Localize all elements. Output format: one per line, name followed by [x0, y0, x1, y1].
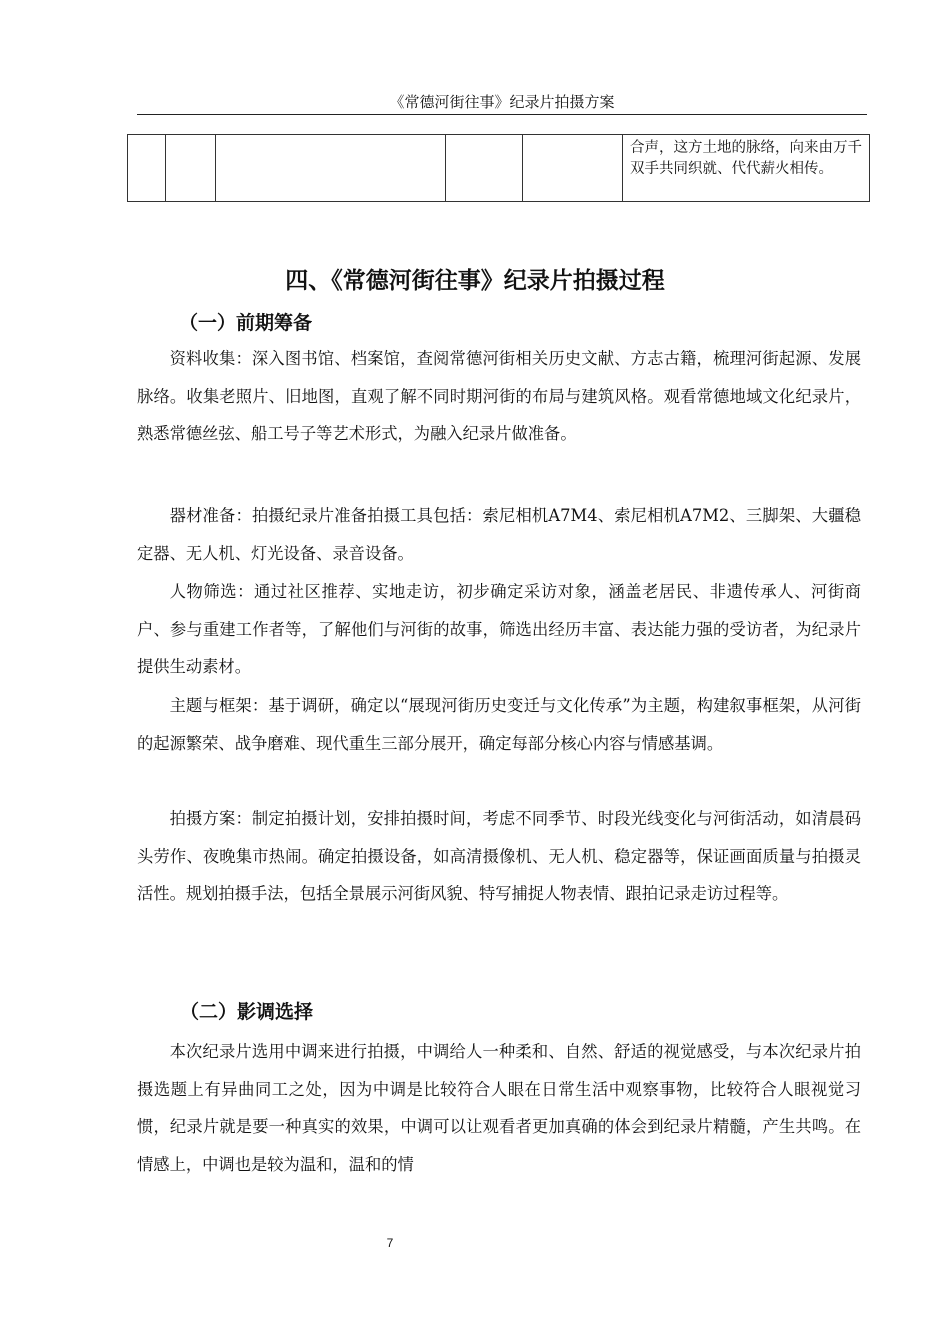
section-title: 四、《常德河街往事》纪录片拍摄过程 — [285, 268, 665, 294]
header-rule — [137, 114, 867, 115]
table-row — [128, 135, 870, 202]
paragraph-data-collection: 资料收集：深入图书馆、档案馆，查阅常德河街相关历史文献、方志古籍，梳理河街起源、发展脉络。收集老照片、旧地图，直观了解不同时期河街的布局与建筑风格。观看常德地域文化纪录片，熟悉常德丝弦、船工号子等艺术形式，为融入纪录片做准备。 — [137, 349, 861, 444]
paragraph-shooting-plan: 拍摄方案：制定拍摄计划，安排拍摄时间，考虑不同季节、时段光线变化与河街活动，如清晨码头劳作、夜晚集市热闹。确定拍摄设备，如高清摄像机、无人机、稳定器等，保证画面质量与拍摄灵活性。规划拍摄手法，包括全景展示河街风貌、特写捕捉人物表情、跟拍记录走访过程等。 — [137, 809, 861, 904]
paragraph-people-selection: 人物筛选：通过社区推荐、实地走访，初步确定采访对象，涵盖老居民、非遗传承人、河街商户、参与重建工作者等，了解他们与河街的故事，筛选出经历丰富、表达能力强的受访者，为纪录片提供生动素材。 — [137, 582, 861, 677]
table-cell-text: 合声，这方土地的脉络，向来由万千双手共同织就、代代薪火相传。 — [623, 135, 870, 202]
table-cell-empty — [128, 135, 166, 202]
paragraph-equipment: 器材准备：拍摄纪录片准备拍摄工具包括：索尼相机A7M4、索尼相机A7M2、三脚架、大疆稳定器、无人机、灯光设备、录音设备。 — [137, 506, 861, 563]
table-cell-empty — [446, 135, 523, 202]
page-number: 7 — [386, 1236, 394, 1250]
continued-table — [127, 134, 870, 202]
paragraph-tone-choice: 本次纪录片选用中调来进行拍摄，中调给人一种柔和、自然、舒适的视觉感受，与本次纪录片拍摄选题上有异曲同工之处，因为中调是比较符合人眼在日常生活中观察事物，比较符合人眼视觉习惯，纪录片就是要一种真实的效果，中调可以让观看者更加真确的体会到纪录片精髓，产生共鸣。在情感上，中调也是较为温和，温和的情 — [137, 1042, 861, 1175]
table-cell-empty — [523, 135, 623, 202]
subsection-title-preparation: （一）前期筹备 — [179, 312, 313, 334]
paragraph-theme-framework: 主题与框架：基于调研，确定以“展现河街历史变迁与文化传承”为主题，构建叙事框架，从河街的起源繁荣、战争磨难、现代重生三部分展开，确定每部分核心内容与情感基调。 — [137, 696, 861, 753]
table-cell-empty — [216, 135, 446, 202]
table-cell-empty — [166, 135, 216, 202]
running-header: 《常德河街往事》纪录片拍摄方案 — [389, 93, 615, 111]
subsection-title-tone: （二）影调选择 — [180, 1001, 314, 1023]
